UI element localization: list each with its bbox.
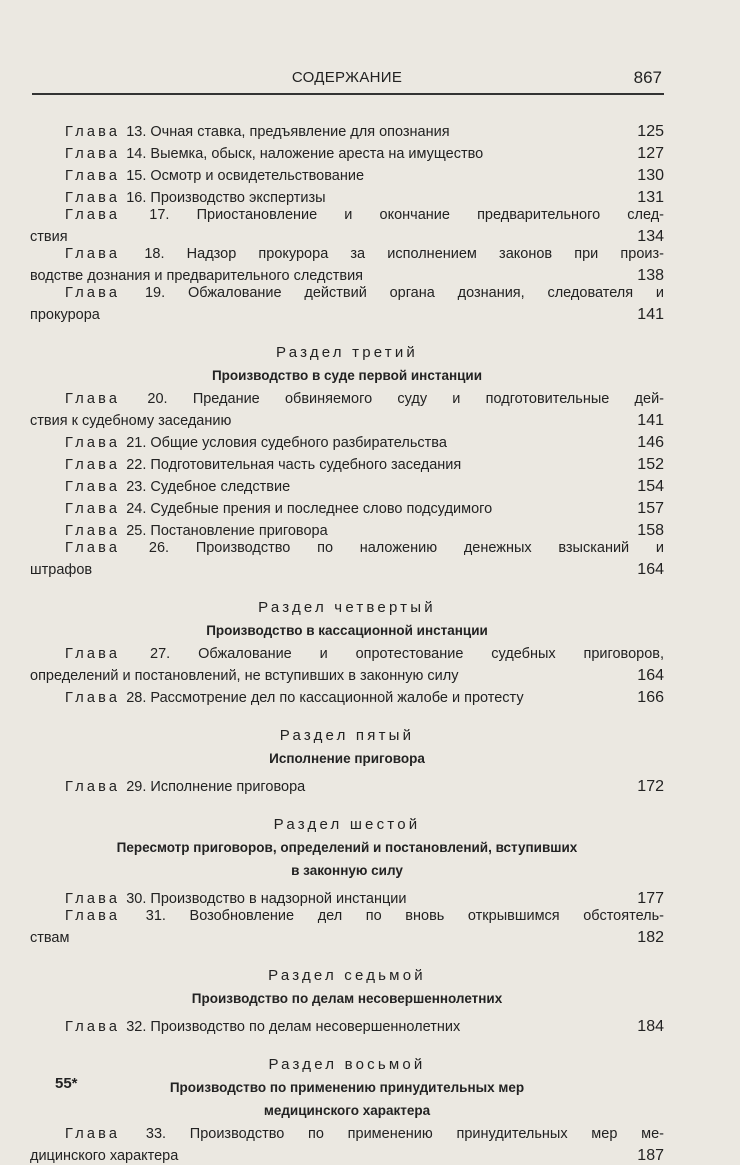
chapter-title-line: Судебное следствие xyxy=(150,479,291,495)
leader-dots xyxy=(464,1014,636,1031)
chapter-label: Глава xyxy=(65,435,121,451)
section-title: Раздел седьмой xyxy=(268,967,426,984)
entry-line xyxy=(30,224,664,246)
entry-line xyxy=(30,557,664,579)
entry-page: 166 xyxy=(637,689,664,706)
chapter-title-line: Приостановление и окончание предварительного след- xyxy=(196,207,665,223)
toc-group xyxy=(30,1056,664,1165)
chapter-label: Глава xyxy=(65,285,121,301)
entry-page: 141 xyxy=(637,412,664,429)
leader-dots xyxy=(330,185,637,202)
chapter-number: 21. xyxy=(126,435,147,451)
section-subtitle: Пересмотр приговоров, определений и постановлений, вступивших xyxy=(116,840,578,855)
leader-dots xyxy=(462,663,636,680)
chapter-number: 32. xyxy=(126,1019,147,1035)
entry-page: 158 xyxy=(637,522,664,539)
chapter-number: 18. xyxy=(144,246,165,262)
entry-line xyxy=(30,430,664,452)
leader-dots xyxy=(182,1143,636,1160)
entry-page: 182 xyxy=(637,929,664,946)
chapter-title-line: Выемка, обыск, наложение ареста на имущество xyxy=(150,146,484,162)
entry-list xyxy=(30,1126,664,1165)
entry-text-wrap xyxy=(65,479,290,496)
chapter-title-line: Производство по применению принудительных мер ме- xyxy=(189,1126,664,1142)
leader-dots xyxy=(367,263,636,280)
chapter-title-line: водстве дознания и предварительного следствия xyxy=(30,268,364,284)
chapter-number: 22. xyxy=(126,457,147,473)
entry-text-wrap xyxy=(30,668,458,685)
toc-entry[interactable] xyxy=(30,430,664,452)
chapter-label: Глава xyxy=(65,779,121,795)
entry-text-wrap xyxy=(30,1148,178,1165)
leader-dots xyxy=(410,886,636,903)
chapter-title-line: дицинского характера xyxy=(30,1148,179,1164)
chapter-title-line: Возобновление дел по вновь открывшимся обстоятель- xyxy=(189,908,664,924)
leader-dots xyxy=(96,557,636,574)
chapter-number: 16. xyxy=(126,190,147,206)
leader-dots xyxy=(104,302,636,319)
chapter-label: Глава xyxy=(65,1126,121,1142)
entry-text-wrap xyxy=(65,891,406,908)
section-subtitle: медицинского характера xyxy=(263,1103,431,1118)
section-subtitle: Производство по делам несовершеннолетних xyxy=(191,991,503,1006)
leader-dots xyxy=(451,430,636,447)
chapter-number: 30. xyxy=(126,891,147,907)
entry-page: 177 xyxy=(637,890,664,907)
chapter-number: 17. xyxy=(149,207,170,223)
chapter-number: 23. xyxy=(126,479,147,495)
entry-page: 131 xyxy=(637,189,664,206)
leader-dots xyxy=(368,163,636,180)
entry-line xyxy=(30,163,664,185)
chapter-number: 31. xyxy=(145,908,166,924)
chapter-label: Глава xyxy=(65,1019,121,1035)
chapter-label: Глава xyxy=(65,391,121,407)
entry-list xyxy=(30,646,664,707)
header-rule xyxy=(32,93,664,95)
toc-group xyxy=(30,727,664,796)
entry-text-wrap xyxy=(30,268,363,285)
toc-entry[interactable] xyxy=(30,207,664,246)
chapter-number: 33. xyxy=(145,1126,167,1142)
leader-dots xyxy=(235,408,636,425)
entry-text-wrap xyxy=(65,435,447,452)
chapter-title-line: определений и постановлений, не вступивших в законную силу xyxy=(30,668,459,684)
chapter-number: 15. xyxy=(126,168,147,184)
section-subtitle: Производство в кассационной инстанции xyxy=(206,623,488,638)
chapter-number: 26. xyxy=(148,540,170,556)
section-subtitle: в законную силу xyxy=(291,863,403,878)
section-title: Раздел восьмой xyxy=(268,1056,426,1073)
chapter-title-line: Обжалование действий органа дознания, следователя и xyxy=(187,285,664,301)
entry-line xyxy=(30,540,664,557)
entry-list xyxy=(30,119,664,324)
toc-group xyxy=(30,119,664,324)
entry-text-wrap xyxy=(65,501,492,518)
section-title: Раздел третий xyxy=(275,344,419,361)
running-header xyxy=(30,69,664,91)
chapter-label: Глава xyxy=(65,168,121,184)
section-title: Раздел четвертый xyxy=(258,599,436,616)
entry-line xyxy=(30,285,664,302)
entry-page: 184 xyxy=(637,1018,664,1035)
entry-page: 164 xyxy=(637,667,664,684)
entry-text-wrap xyxy=(65,146,483,163)
running-title: СОДЕРЖАНИЕ xyxy=(291,69,403,86)
leader-dots xyxy=(454,119,637,136)
chapter-label: Глава xyxy=(65,246,121,262)
entry-line xyxy=(30,925,664,947)
entry-page: 125 xyxy=(637,123,664,140)
leader-dots xyxy=(73,925,636,942)
entry-page: 134 xyxy=(637,228,664,245)
entry-text-wrap xyxy=(65,124,450,141)
chapter-label: Глава xyxy=(65,523,121,539)
chapter-title-line: штрафов xyxy=(30,562,93,578)
entry-page: 157 xyxy=(637,500,664,517)
entry-page: 152 xyxy=(637,456,664,473)
leader-dots xyxy=(496,496,636,513)
toc-entry[interactable] xyxy=(30,452,664,474)
entry-line xyxy=(30,1143,664,1165)
entry-text-wrap xyxy=(65,779,305,796)
chapter-title-line: Очная ставка, предъявление для опознания xyxy=(150,124,450,140)
entry-list xyxy=(30,1014,664,1036)
entry-text-wrap xyxy=(30,229,68,246)
chapter-label: Глава xyxy=(65,146,121,162)
toc-entry[interactable] xyxy=(30,685,664,707)
entry-line xyxy=(30,141,664,163)
chapter-title-line: Рассмотрение дел по кассационной жалобе и протесту xyxy=(150,690,524,706)
entry-text-wrap xyxy=(65,168,364,185)
toc-entry[interactable] xyxy=(30,518,664,540)
chapter-label: Глава xyxy=(65,457,121,473)
leader-dots xyxy=(465,452,636,469)
entry-text-wrap xyxy=(65,1019,460,1036)
chapter-label: Глава xyxy=(65,646,121,662)
entry-text-wrap xyxy=(30,413,231,430)
toc-entry[interactable] xyxy=(30,886,664,908)
chapter-number: 29. xyxy=(126,779,147,795)
toc-entry[interactable] xyxy=(30,1126,664,1165)
chapter-number: 27. xyxy=(150,646,171,662)
leader-dots xyxy=(487,141,636,158)
chapter-title-line: Надзор прокурора за исполнением законов при произ- xyxy=(186,246,664,262)
entry-line xyxy=(30,663,664,685)
toc-group xyxy=(30,344,664,579)
entry-line xyxy=(30,1126,664,1143)
toc-entry[interactable] xyxy=(30,1014,664,1036)
chapter-label: Глава xyxy=(65,207,121,223)
chapter-title-line: Подготовительная часть судебного заседания xyxy=(150,457,462,473)
entry-line xyxy=(30,452,664,474)
entry-text-wrap xyxy=(65,457,461,474)
entry-page: 146 xyxy=(637,434,664,451)
section-subtitle: Исполнение приговора xyxy=(269,751,425,766)
entry-list xyxy=(30,391,664,579)
chapter-label: Глава xyxy=(65,501,121,517)
chapter-title-line: Постановление приговора xyxy=(150,523,328,539)
chapter-title-line: Производство по делам несовершеннолетних xyxy=(150,1019,461,1035)
chapter-title-line: Производство экспертизы xyxy=(150,190,326,206)
chapter-number: 20. xyxy=(147,391,168,407)
chapter-title-line: Производство по наложению денежных взысканий и xyxy=(195,540,664,556)
section-title: Раздел шестой xyxy=(273,816,421,833)
entry-text-wrap xyxy=(65,690,524,707)
leader-dots xyxy=(332,518,637,535)
chapter-number: 14. xyxy=(126,146,147,162)
section-subtitle: Производство по применению принудительных мер xyxy=(169,1080,525,1095)
entry-page: 127 xyxy=(637,145,664,162)
toc-entry[interactable] xyxy=(30,141,664,163)
toc-entry[interactable] xyxy=(30,908,664,947)
chapter-number: 19. xyxy=(144,285,166,301)
entry-text-wrap xyxy=(65,646,664,662)
entry-line xyxy=(30,246,664,263)
chapter-number: 24. xyxy=(126,501,147,517)
entry-page: 187 xyxy=(637,1147,664,1164)
chapter-number: 25. xyxy=(126,523,147,539)
toc-entry[interactable] xyxy=(30,285,664,324)
entry-line xyxy=(30,185,664,207)
entry-page: 138 xyxy=(637,267,664,284)
toc-entry[interactable] xyxy=(30,540,664,579)
entry-line xyxy=(30,774,664,796)
entry-page: 130 xyxy=(637,167,664,184)
chapter-title-line: прокурора xyxy=(30,307,100,323)
entry-text-wrap xyxy=(65,190,326,207)
entry-line xyxy=(30,886,664,908)
toc-entry[interactable] xyxy=(30,774,664,796)
entry-line xyxy=(30,263,664,285)
chapter-title-line: Производство в надзорной инстанции xyxy=(150,891,407,907)
entry-page: 141 xyxy=(637,306,664,323)
entry-line xyxy=(30,391,664,408)
chapter-title-line: ствия к судебному заседанию xyxy=(30,413,232,429)
leader-dots xyxy=(294,474,636,491)
chapter-title-line: Исполнение приговора xyxy=(150,779,306,795)
toc-group xyxy=(30,599,664,707)
entry-text-wrap xyxy=(65,1126,664,1142)
section-subtitle: Производство в суде первой инстанции xyxy=(211,368,483,383)
entry-line xyxy=(30,302,664,324)
toc-entry[interactable] xyxy=(30,646,664,685)
chapter-label: Глава xyxy=(65,190,121,206)
entry-list xyxy=(30,886,664,947)
entry-line xyxy=(30,207,664,224)
table-of-contents xyxy=(30,119,664,1165)
leader-dots xyxy=(309,774,636,791)
entry-line xyxy=(30,518,664,540)
chapter-title-line: Судебные прения и последнее слово подсудимого xyxy=(150,501,493,517)
toc-entry[interactable] xyxy=(30,496,664,518)
chapter-title-line: Осмотр и освидетельствование xyxy=(150,168,365,184)
entry-text-wrap xyxy=(30,562,92,579)
leader-dots xyxy=(72,224,637,241)
entry-line xyxy=(30,685,664,707)
entry-line xyxy=(30,119,664,141)
entry-page: 172 xyxy=(637,778,664,795)
chapter-title-line: Общие условия судебного разбирательства xyxy=(150,435,447,451)
chapter-title-line: ствам xyxy=(30,930,70,946)
toc-group xyxy=(30,816,664,947)
entry-text-wrap xyxy=(65,207,664,223)
entry-page: 154 xyxy=(637,478,664,495)
page-number: 867 xyxy=(633,68,662,87)
chapter-title-line: ствия xyxy=(30,229,68,245)
chapter-label: Глава xyxy=(65,124,121,140)
toc-entry[interactable] xyxy=(30,246,664,285)
chapter-label: Глава xyxy=(65,908,121,924)
leader-dots xyxy=(528,685,637,702)
entry-text-wrap xyxy=(30,930,69,947)
toc-group xyxy=(30,967,664,1036)
entry-line xyxy=(30,646,664,663)
entry-line xyxy=(30,496,664,518)
entry-list xyxy=(30,774,664,796)
entry-text-wrap xyxy=(65,246,664,262)
entry-line xyxy=(30,474,664,496)
entry-page: 164 xyxy=(637,561,664,578)
entry-text-wrap xyxy=(30,307,100,324)
entry-text-wrap xyxy=(65,540,664,556)
chapter-title-line: Обжалование и опротестование судебных приговоров, xyxy=(198,646,665,662)
entry-text-wrap xyxy=(65,523,328,540)
chapter-label: Глава xyxy=(65,891,121,907)
toc-entry[interactable] xyxy=(30,119,664,141)
chapter-label: Глава xyxy=(65,540,121,556)
section-title: Раздел пятый xyxy=(279,727,415,744)
toc-entry[interactable] xyxy=(30,391,664,430)
entry-text-wrap xyxy=(65,391,664,407)
toc-entry[interactable] xyxy=(30,163,664,185)
toc-entry[interactable] xyxy=(30,474,664,496)
entry-line xyxy=(30,908,664,925)
chapter-label: Глава xyxy=(65,690,121,706)
entry-line xyxy=(30,1014,664,1036)
chapter-title-line: Предание обвиняемого суду и подготовительные дей- xyxy=(192,391,664,407)
chapter-number: 13. xyxy=(126,124,147,140)
chapter-label: Глава xyxy=(65,479,121,495)
toc-entry[interactable] xyxy=(30,185,664,207)
entry-line xyxy=(30,408,664,430)
signature-mark: 55* xyxy=(55,1075,78,1092)
entry-text-wrap xyxy=(65,285,664,301)
entry-text-wrap xyxy=(65,908,664,924)
chapter-number: 28. xyxy=(126,690,147,706)
